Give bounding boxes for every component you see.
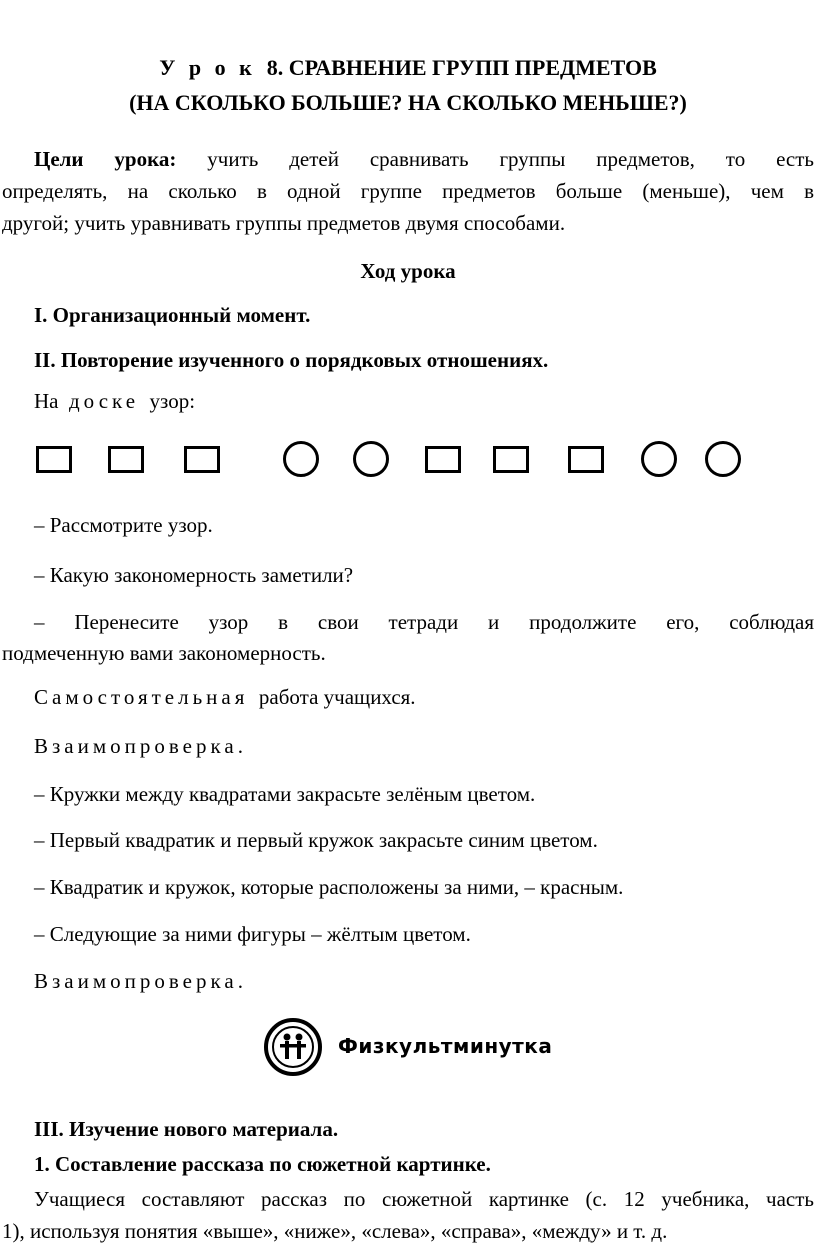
goals-label: Цели урока: [34, 147, 177, 171]
goals-line3: другой; учить уравнивать группы предметов двумя способами. [2, 211, 566, 235]
lesson-title-line1 [0, 55, 816, 81]
instruction-pattern: – Какую закономерность заметили? [34, 563, 354, 587]
lesson-title-line2: (НА СКОЛЬКО БОЛЬШЕ? НА СКОЛЬКО МЕНЬШЕ?) [129, 90, 687, 115]
two-people-icon [264, 1018, 322, 1076]
square-shape [493, 446, 529, 473]
instruction-copy-line2: подмеченную вами закономерность. [2, 641, 326, 665]
board-intro-spaced: доске [69, 389, 140, 413]
square-shape [108, 446, 144, 473]
independent-spaced: Самостоятельная [34, 685, 249, 709]
square-shape [568, 446, 604, 473]
lesson-flow-heading: Ход урока [360, 259, 456, 283]
board-intro-suffix: узор: [149, 389, 196, 413]
independent-work [34, 684, 416, 710]
subsection-1-text1: Учащиеся составляют рассказ по сюжетной картинке (с. 12 учебника, часть [34, 1187, 814, 1211]
board-intro [34, 388, 195, 414]
instruction-look: – Рассмотрите узор. [34, 513, 213, 537]
board-intro-prefix: На [34, 389, 59, 413]
peer-check-2: Взаимопроверка. [34, 969, 247, 993]
section-1-heading: I. Организационный момент. [34, 303, 311, 327]
circle-shape [641, 441, 677, 477]
section-3-heading: III. Изучение нового материала. [34, 1117, 339, 1141]
task-green: – Кружки между квадратами закрасьте зелёным цветом. [34, 782, 536, 806]
independent-rest: работа учащихся. [258, 685, 416, 709]
task-yellow: – Следующие за ними фигуры – жёлтым цветом. [34, 922, 471, 946]
lesson-word: У р о к [159, 55, 256, 80]
instruction-copy-line1: – Перенесите узор в свои тетради и продолжите его, соблюдая [34, 610, 814, 634]
people-figure-icon [277, 1032, 309, 1064]
square-shape [425, 446, 461, 473]
lesson-title-text: 8. СРАВНЕНИЕ ГРУПП ПРЕДМЕТОВ [266, 55, 657, 80]
subsection-1-text2: 1), используя понятия «выше», «ниже», «слева», «справа», «между» и т. д. [2, 1219, 668, 1243]
circle-shape [705, 441, 741, 477]
goals-text1: учить детей сравнивать группы предметов, то есть [207, 147, 814, 171]
square-shape [36, 446, 72, 473]
task-blue: – Первый квадратик и первый кружок закрасьте синим цветом. [34, 828, 598, 852]
subsection-1-heading: 1. Составление рассказа по сюжетной картинке. [34, 1152, 491, 1176]
section-2-heading: II. Повторение изученного о порядковых отношениях. [34, 348, 549, 372]
circle-shape [283, 441, 319, 477]
task-red: – Квадратик и кружок, которые расположены за ними, – красным. [34, 875, 624, 899]
physminute-label: Физкультминутка [338, 1034, 553, 1058]
goals-line1 [34, 146, 814, 172]
goals-line2: определять, на сколько в одной группе предметов больше (меньше), чем в [2, 179, 814, 203]
square-shape [184, 446, 220, 473]
circle-shape [353, 441, 389, 477]
peer-check-1: Взаимопроверка. [34, 734, 247, 758]
